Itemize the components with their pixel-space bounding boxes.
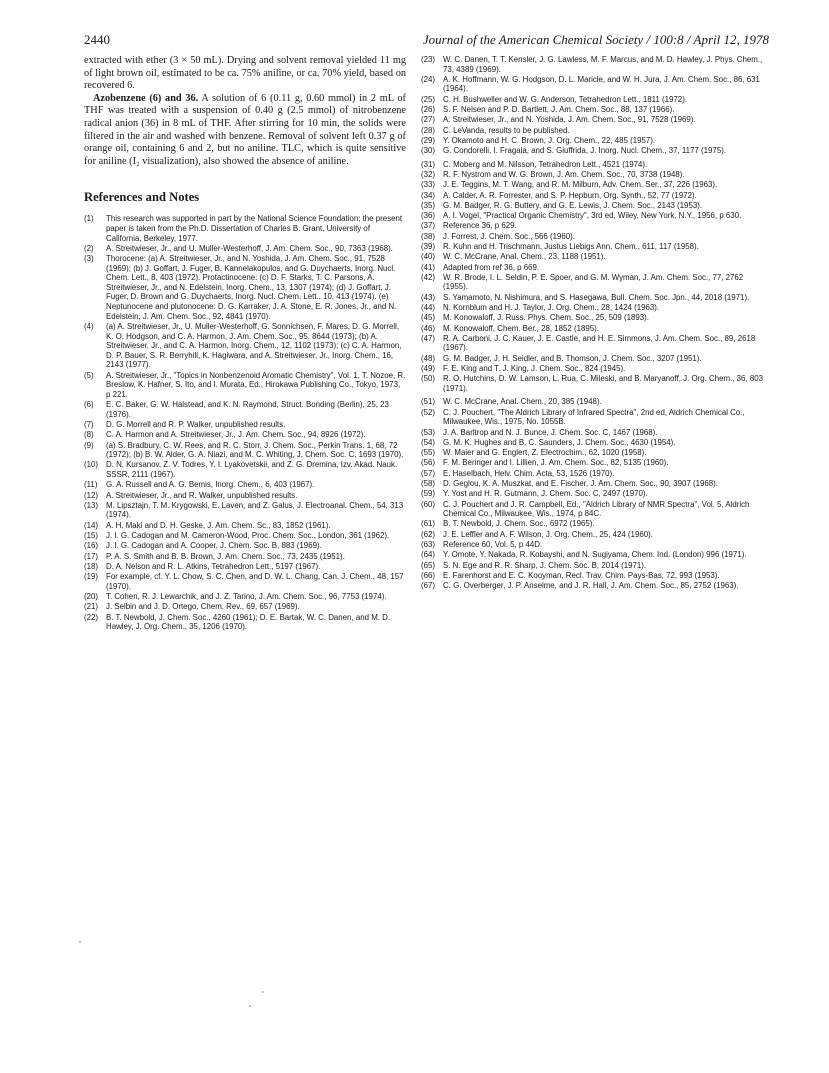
reference-item bbox=[421, 408, 765, 427]
reference-item bbox=[421, 252, 765, 262]
reference-text: This research was supported in part by the National Science Foundation; the present paper is taken from the Ph.D. Dissertation of Charles B. Grant, University of California, Berkeley, 1977. bbox=[106, 214, 403, 243]
reference-number: (21) bbox=[84, 602, 99, 612]
reference-text: S. N. Ege and R. R. Sharp, J. Chem. Soc. B, 2014 (1971). bbox=[443, 560, 647, 570]
reference-item bbox=[421, 354, 765, 364]
reference-text: W. C. McCrane, Anal. Chem., 23, 1188 (1951). bbox=[443, 252, 606, 262]
reference-number: (33) bbox=[421, 180, 436, 190]
reference-number: (37) bbox=[421, 221, 436, 231]
reference-text: R. O. Hutchins, D. W. Lamson, L. Rua, C. Mileski, and B. Maryanoff, J. Org. Chem., 36, 803 (1971). bbox=[443, 374, 763, 393]
reference-item bbox=[421, 115, 765, 125]
reference-number: (59) bbox=[421, 489, 436, 499]
reference-item bbox=[421, 550, 765, 560]
reference-text: B. T. Newbold, J. Chem. Soc., 6972 (1965). bbox=[443, 519, 595, 529]
reference-text: D. Geglou, K. A. Muszkat, and E. Fischer, J. Am. Chem. Soc., 90, 3907 (1968). bbox=[443, 479, 718, 489]
reference-item bbox=[84, 420, 406, 430]
reference-text: J. I. G. Cadogan and M. Cameron-Wood, Proc. Chem. Soc., London, 361 (1962). bbox=[106, 530, 390, 540]
reference-item bbox=[421, 263, 765, 273]
experimental-paragraph: extracted with ether (3 × 50 mL). Drying and solvent removal yielded 11 mg of light brown oil, estimated to be ca. 75% aniline, or ca. 70% yield, based on recovered 6. bbox=[84, 55, 406, 92]
reference-number: (62) bbox=[421, 529, 436, 539]
reference-number: (23) bbox=[421, 55, 436, 64]
reference-text: D. G. Morrell and R. P. Walker, unpublished results. bbox=[106, 419, 286, 429]
reference-item bbox=[421, 581, 765, 591]
reference-number: (16) bbox=[84, 541, 99, 551]
reference-number: (9) bbox=[84, 440, 94, 450]
reference-text: A. Calder, A. R. Forrester, and S. P. Hepburn, Org. Synth., 52, 77 (1972). bbox=[443, 190, 697, 200]
reference-number: (6) bbox=[84, 400, 94, 410]
reference-item bbox=[421, 105, 765, 115]
reference-number: (1) bbox=[84, 214, 94, 224]
reference-item bbox=[421, 221, 765, 231]
reference-text: P. A. S. Smith and B. B. Brown, J. Am. Chem. Soc., 73, 2435 (1951). bbox=[106, 551, 345, 561]
reference-item bbox=[421, 293, 765, 303]
reference-number: (57) bbox=[421, 468, 436, 478]
reference-number: (25) bbox=[421, 94, 436, 104]
reference-text: D. A. Nelson and R. L. Atkins, Tetrahedron Lett., 5197 (1967). bbox=[106, 561, 321, 571]
reference-item bbox=[421, 540, 765, 550]
reference-text: (a) A. Streitwieser, Jr., U. Muller-Westerhoff, G. Sonnichsen, F. Mares, D. G. Morrell, K. O. Hodgson, and C. A. Harmon, J. Am. Chem. Soc., 95, 8644 (1973); (b) A. Streitwieser, Jr., and C. A. Harmon, Inorg. Chem., 12, 1102 (1973); (c) C. A. Harmon, D. P. Bauer, S. R. Berryhill, K. Hagiwara, and A. Streitwieser, Jr., Inorg. Chem., 16, 2143 (1977). bbox=[106, 321, 402, 370]
reference-number: (67) bbox=[421, 581, 436, 591]
reference-text: M. Lipsztajn, T. M. Krygowski, E. Laven, and Z. Galus, J. Electroanal. Chem., 54, 313 (1974). bbox=[106, 500, 404, 520]
reference-item bbox=[421, 201, 765, 211]
reference-text: J. Selbin and J. D. Ortego, Chem. Rev., 69, 657 (1969). bbox=[106, 602, 300, 612]
reference-text: R. A. Carboni, J. C. Kauer, J. E. Castle, and H. E. Simmons, J. Am. Chem. Soc., 89, 2618 (1967). bbox=[443, 333, 756, 353]
reference-item bbox=[421, 500, 765, 519]
reference-text: D. N. Kursanov, Z. V. Todres, Y. I. Lyakovetskii, and Z. G. Dremina, Izv. Akad. Nauk. SSSR, 2111 (1967). bbox=[106, 460, 398, 479]
reference-number: (61) bbox=[421, 519, 436, 529]
reference-number: (41) bbox=[421, 262, 436, 272]
reference-number: (15) bbox=[84, 530, 99, 540]
reference-item bbox=[84, 572, 406, 591]
reference-item bbox=[421, 160, 765, 170]
reference-item bbox=[421, 313, 765, 323]
reference-number: (40) bbox=[421, 252, 436, 262]
reference-number: (2) bbox=[84, 243, 94, 253]
reference-item bbox=[421, 55, 765, 74]
reference-text: F. E. King and T. J. King, J. Chem. Soc., 824 (1945). bbox=[443, 364, 626, 373]
reference-text: A. K. Hoffmann, W. G. Hodgson, D. L. Maricle, and W. H. Jura, J. Am. Chem. Soc., 86, 631 (1964). bbox=[443, 74, 760, 94]
reference-item bbox=[84, 531, 406, 541]
reference-text: M. Konowaloff, Chem. Ber., 28, 1852 (1895). bbox=[443, 323, 600, 333]
reference-item bbox=[421, 448, 765, 458]
reference-number: (58) bbox=[421, 479, 436, 489]
reference-list-left bbox=[84, 214, 406, 631]
reference-text: Adapted from ref 36, p 669. bbox=[443, 262, 540, 272]
reference-item bbox=[84, 371, 406, 400]
reference-item bbox=[421, 479, 765, 489]
reference-text: A. Streitwieser, Jr., "Topics in Nonbenzenoid Aromatic Chemistry", Vol. 1, T. Nozoe, R. Breslow, K. Hafner, S. Ito, and I. Murata, Ed., Hirokawa Publishing Co., Tokyo, 1973, p 221. bbox=[106, 370, 406, 399]
reference-number: (50) bbox=[421, 374, 436, 384]
reference-number: (28) bbox=[421, 125, 436, 135]
reference-number: (26) bbox=[421, 105, 436, 115]
reference-text: J. A. Barltrop and N. J. Bunce, J. Chem. Soc. C, 1467 (1968). bbox=[443, 427, 658, 437]
running-header: Journal of the American Chemical Society / 100:8 / April 12, 1978 bbox=[422, 32, 769, 47]
reference-number: (55) bbox=[421, 448, 436, 458]
reference-list-right-a bbox=[421, 55, 765, 156]
reference-text: J. I. G. Cadogan and A. Cooper, J. Chem. Soc. B, 883 (1969). bbox=[106, 541, 322, 551]
reference-item bbox=[84, 430, 406, 440]
reference-number: (22) bbox=[84, 612, 99, 622]
reference-item bbox=[421, 334, 765, 353]
reference-item bbox=[421, 571, 765, 581]
reference-item bbox=[84, 322, 406, 370]
reference-text: Y. Yost and H. R. Gutmann, J. Chem. Soc. C, 2497 (1970). bbox=[443, 489, 648, 499]
reference-text: J. E. Leffler and A. F. Wilson, J. Org. Chem., 25, 424 (1960). bbox=[443, 529, 653, 539]
reference-number: (5) bbox=[84, 370, 94, 380]
reference-text: G. M. Badger, J. H. Seidler, and B. Thomson, J. Chem. Soc., 3207 (1951). bbox=[443, 353, 702, 363]
reference-item bbox=[421, 324, 765, 334]
reference-number: (30) bbox=[421, 146, 436, 156]
reference-number: (12) bbox=[84, 490, 99, 500]
reference-item bbox=[84, 214, 406, 243]
reference-item bbox=[421, 530, 765, 540]
reference-text: C. A. Harmon and A. Streitwieser, Jr., J. Am. Chem. Soc., 94, 8926 (1972). bbox=[106, 430, 366, 440]
reference-text: C. Moberg and M. Nilsson, Tetrahedron Lett., 4521 (1974). bbox=[443, 159, 648, 169]
reference-text: C. J. Pouchert and J. R. Campbell, Ed., "Aldrich Library of NMR Spectra", Vol. 5, Aldrich Chemical Co., Milwaukee, Wis., 1974, p 84C. bbox=[443, 499, 750, 519]
reference-text: C. LeVanda, results to be published. bbox=[443, 125, 570, 135]
reference-item bbox=[421, 458, 765, 468]
reference-number: (3) bbox=[84, 254, 94, 264]
reference-number: (63) bbox=[421, 540, 436, 550]
reference-item bbox=[84, 244, 406, 254]
reference-text: A. Streitwieser, Jr., and R. Walker, unpublished results. bbox=[106, 490, 298, 500]
reference-text: J. E. Teggins, M. T. Wang, and R. M. Milburn, Adv. Chem. Ser., 37, 226 (1963). bbox=[443, 180, 718, 190]
azobenzene-paragraph bbox=[84, 93, 406, 169]
scan-speck bbox=[249, 1005, 251, 1007]
reference-text: C. H. Bushweller and W. G. Anderson, Tetrahedron Lett., 1811 (1972). bbox=[443, 94, 688, 104]
reference-item bbox=[421, 374, 765, 393]
reference-number: (20) bbox=[84, 591, 99, 601]
reference-text: A. H. Maki and D. H. Geske, J. Am. Chem. Sc., 83, 1852 (1961). bbox=[106, 520, 331, 530]
reference-item bbox=[421, 273, 765, 292]
reference-text: Reference 60, Vol. 5, p 44D. bbox=[443, 540, 543, 550]
reference-text: G. Condorelli, I. Fragala, and S. Giuffrida, J. Inorg. Nucl. Chem., 37, 1177 (1975). bbox=[443, 146, 727, 156]
scan-speck bbox=[262, 991, 264, 993]
reference-number: (39) bbox=[421, 242, 436, 251]
reference-text: B. T. Newbold, J. Chem. Soc., 4260 (1961); D. E. Bartak, W. C. Danen, and M. D. Hawley, J. Org. Chem., 35, 1206 (1970). bbox=[106, 612, 391, 632]
reference-item bbox=[421, 75, 765, 94]
reference-number: (17) bbox=[84, 551, 99, 561]
reference-number: (44) bbox=[421, 303, 436, 312]
reference-item bbox=[421, 191, 765, 201]
reference-text: W. C. Danen, T. T. Kensler, J. G. Lawless, M. F. Marcus, and M. D. Hawley, J. Phys. Chem., 73, 4389 (1969). bbox=[443, 55, 763, 74]
reference-item bbox=[84, 541, 406, 551]
reference-text: N. Kornblum and H. J. Taylor, J. Org. Chem., 28, 1424 (1963). bbox=[443, 303, 660, 312]
reference-item bbox=[421, 170, 765, 180]
reference-number: (43) bbox=[421, 292, 436, 302]
reference-number: (36) bbox=[421, 211, 436, 221]
reference-text: Reference 36, p 629. bbox=[443, 221, 517, 231]
reference-item bbox=[84, 254, 406, 321]
reference-number: (27) bbox=[421, 115, 436, 125]
reference-number: (66) bbox=[421, 570, 436, 580]
reference-number: (8) bbox=[84, 430, 94, 440]
reference-number: (31) bbox=[421, 159, 436, 169]
reference-text: Y. Omote, Y. Nakada, R. Kobayshi, and N. Sugiyama, Chem. Ind. (London) 996 (1971). bbox=[443, 550, 747, 560]
reference-number: (11) bbox=[84, 480, 98, 490]
reference-item bbox=[421, 469, 765, 479]
reference-item bbox=[421, 242, 765, 252]
reference-text: G. M. Badger, R. G. Buttery, and G. E. Lewis, J. Chem. Soc., 2143 (1953). bbox=[443, 200, 703, 210]
reference-text: C. J. Pouchert, "The Aldrich Library of Infrared Spectra", 2nd ed, Aldrich Chemical Co., Milwaukee, Wis., 1975, No. 1055B. bbox=[443, 407, 745, 427]
reference-number: (53) bbox=[421, 427, 436, 437]
reference-text: W. R. Brode, I. L. Seldin, P. E. Spoer, and G. M. Wyman, J. Am. Chem. Soc., 77, 2762 (1955). bbox=[443, 272, 744, 292]
reference-text: T. Cohen, R. J. Lewarchik, and J. Z. Tarino, J. Am. Chem. Soc., 96, 7753 (1974). bbox=[106, 591, 387, 601]
reference-number: (52) bbox=[421, 407, 436, 417]
reference-text: J. Forrest, J. Chem. Soc., 566 (1960). bbox=[443, 231, 575, 241]
reference-item bbox=[421, 136, 765, 146]
azobenzene-text: A solution of 6 (0.11 g, 0.60 mmol) in 2 mL of THF was treated with a suspension of 0.40 g (2.5 mmol) of nitrobenzene radical anion (36) in 8 mL of THF. After stirring for 10 min, the solids were filtered in the air and washed with benzene. Removal of solvent left 0.37 g of orange oil, containing 6 and 2, but no aniline. TLC, which is quite sensitive for aniline (I₂ visualization), also showed the absence of aniline. bbox=[84, 92, 406, 167]
reference-number: (51) bbox=[421, 397, 436, 407]
reference-text: E. C. Baker, G. W. Halstead, and K. N. Raymond, Struct. Bonding (Berlin), 25, 23 (1976). bbox=[106, 400, 389, 419]
page-number: 2440 bbox=[84, 32, 110, 47]
reference-text: W. C. McCrane, Anal. Chem., 20, 385 (1948). bbox=[443, 397, 602, 407]
reference-item bbox=[421, 489, 765, 499]
reference-text: E. Farenhorst and E. C. Kooyman, Recl. Trav. Chim. Pays-Bas, 72, 993 (1953). bbox=[443, 570, 720, 580]
reference-number: (49) bbox=[421, 364, 436, 373]
reference-number: (29) bbox=[421, 135, 436, 145]
references-heading: References and Notes bbox=[84, 190, 200, 205]
reference-text: S. F. Nelsen and P. D. Bartlett, J. Am. Chem. Soc., 88, 137 (1966). bbox=[443, 105, 675, 115]
reference-item bbox=[421, 561, 765, 571]
reference-number: (13) bbox=[84, 500, 99, 510]
reference-item bbox=[421, 232, 765, 242]
reference-number: (47) bbox=[421, 333, 436, 343]
reference-text: R. Kuhn and H. Trischmann, Justus Liebigs Ann. Chem., 611, 117 (1958). bbox=[443, 242, 699, 251]
reference-number: (64) bbox=[421, 550, 436, 560]
reference-text: R. F. Nystrom and W. G. Brown, J. Am. Chem. Soc., 70, 3738 (1948). bbox=[443, 170, 685, 180]
reference-text: G. A. Russell and A. G. Bemis, Inorg. Chem., 6, 403 (1967). bbox=[106, 480, 315, 490]
reference-number: (38) bbox=[421, 231, 436, 241]
reference-number: (45) bbox=[421, 313, 436, 323]
reference-item bbox=[84, 441, 406, 460]
reference-item bbox=[84, 562, 406, 572]
reference-text: M. Konowaloff, J. Russ. Phys. Chem. Soc., 25, 509 (1893). bbox=[443, 313, 649, 323]
reference-text: For example, cf. Y. L. Chow, S. C. Chen, and D. W. L. Chang, Can. J. Chem., 48, 157 (1970). bbox=[106, 572, 404, 591]
reference-text: (a) S. Bradbury, C. W. Rees, and R. C. Storr, J. Chem. Soc., Perkin Trans. 1, 68, 72 (1972); (b) B. W. Alder, G. A. Niazi, and M. C. Whiting, J. Chem. Soc. C, 1693 (1970). bbox=[106, 440, 404, 460]
reference-text: F. M. Beringer and I. Lillien, J. Am. Chem. Soc., 82, 5135 (1960). bbox=[443, 458, 669, 468]
reference-item bbox=[84, 460, 406, 479]
reference-list-right-c bbox=[421, 397, 765, 590]
reference-number: (14) bbox=[84, 520, 99, 530]
reference-number: (46) bbox=[421, 323, 436, 333]
reference-number: (56) bbox=[421, 458, 436, 468]
reference-item bbox=[84, 613, 406, 632]
reference-number: (42) bbox=[421, 272, 436, 282]
reference-number: (18) bbox=[84, 561, 99, 571]
run-in-heading: Azobenzene (6) and 36. bbox=[93, 92, 199, 104]
reference-item bbox=[84, 592, 406, 602]
reference-text: A. I. Vogel, "Practical Organic Chemistry", 3rd ed, Wiley, New York, N.Y., 1956, p 630. bbox=[443, 211, 742, 221]
reference-number: (7) bbox=[84, 419, 94, 429]
reference-text: S. Yamamoto, N. Nishimura, and S. Hasegawa, Bull. Chem. Soc. Jpn., 44, 2018 (1971). bbox=[443, 292, 750, 302]
reference-number: (4) bbox=[84, 321, 94, 331]
reference-item bbox=[421, 438, 765, 448]
left-column bbox=[84, 55, 406, 632]
reference-item bbox=[421, 95, 765, 105]
reference-text: Thorocene: (a) A. Streitwieser, Jr., and N. Yoshida, J. Am. Chem. Soc., 91, 7528 (1969); (b) J. Goffart, J. Fuger, B. Kannelakopulos, and G. Duychaerts, Inorg. Nucl. Chem. Lett., 8, 403 (1972). Protactinocene: (c) D. F. Starks, T. C. Parsons, A. Streitwieser, Jr., and N. Edelstein, Inorg. Chem., 13, 1307 (1974); (d) J. Goffart, J. Fuger, D. Brown and G. Duychaerts, Inorg. Nucl. Chem. Lett., 10, 413 (1974). (e) Neptunocene and plutonocene: D. G. Karraker, J. A. Stone, E. R. Jones, Jr., and N. Edelstein, J. Am. Chem. Soc., 92, 4841 (1970). bbox=[106, 254, 397, 321]
reference-item bbox=[84, 501, 406, 520]
right-column bbox=[421, 55, 765, 591]
reference-text: A. Streitwieser, Jr., and N. Yoshida, J. Am. Chem. Soc., 91, 7528 (1969). bbox=[443, 115, 696, 125]
reference-text: Y. Okamoto and H. C. Brown, J. Org. Chem., 22, 485 (1957). bbox=[443, 135, 656, 145]
reference-number: (54) bbox=[421, 437, 436, 447]
reference-item bbox=[421, 126, 765, 136]
reference-number: (34) bbox=[421, 190, 436, 200]
reference-item bbox=[421, 397, 765, 407]
reference-item bbox=[421, 180, 765, 190]
reference-item bbox=[421, 519, 765, 529]
reference-item bbox=[421, 211, 765, 221]
reference-text: A. Streitwieser, Jr., and U. Muller-Westerhoff, J. Am. Chem. Soc., 90, 7363 (1968). bbox=[106, 243, 393, 253]
reference-item bbox=[84, 491, 406, 501]
reference-item bbox=[421, 364, 765, 374]
reference-item bbox=[84, 602, 406, 612]
reference-number: (19) bbox=[84, 572, 99, 582]
reference-item bbox=[84, 400, 406, 419]
reference-number: (48) bbox=[421, 353, 436, 363]
reference-item bbox=[421, 303, 765, 313]
reference-item bbox=[84, 552, 406, 562]
reference-item bbox=[84, 480, 406, 490]
reference-list-right-b bbox=[421, 160, 765, 394]
reference-text: W. Maier and G. Englert, Z. Electrochim., 62, 1020 (1958). bbox=[443, 448, 647, 458]
reference-number: (32) bbox=[421, 170, 436, 180]
reference-number: (60) bbox=[421, 499, 436, 509]
reference-item bbox=[84, 521, 406, 531]
reference-text: G. M. K. Hughes and B. C. Saunders, J. Chem. Soc., 4630 (1954). bbox=[443, 437, 676, 447]
reference-item bbox=[421, 428, 765, 438]
reference-item bbox=[421, 146, 765, 156]
reference-number: (24) bbox=[421, 74, 436, 84]
reference-text: E. Haselbach, Helv. Chim. Acta, 53, 1526 (1970). bbox=[443, 468, 615, 478]
reference-text: C. G. Overberger, J. P. Anselme, and J. R. Hall, J. Am. Chem. Soc., 85, 2752 (1963). bbox=[443, 581, 739, 591]
reference-number: (10) bbox=[84, 460, 99, 470]
reference-number: (65) bbox=[421, 560, 436, 570]
scan-speck bbox=[79, 941, 81, 943]
reference-number: (35) bbox=[421, 200, 436, 210]
